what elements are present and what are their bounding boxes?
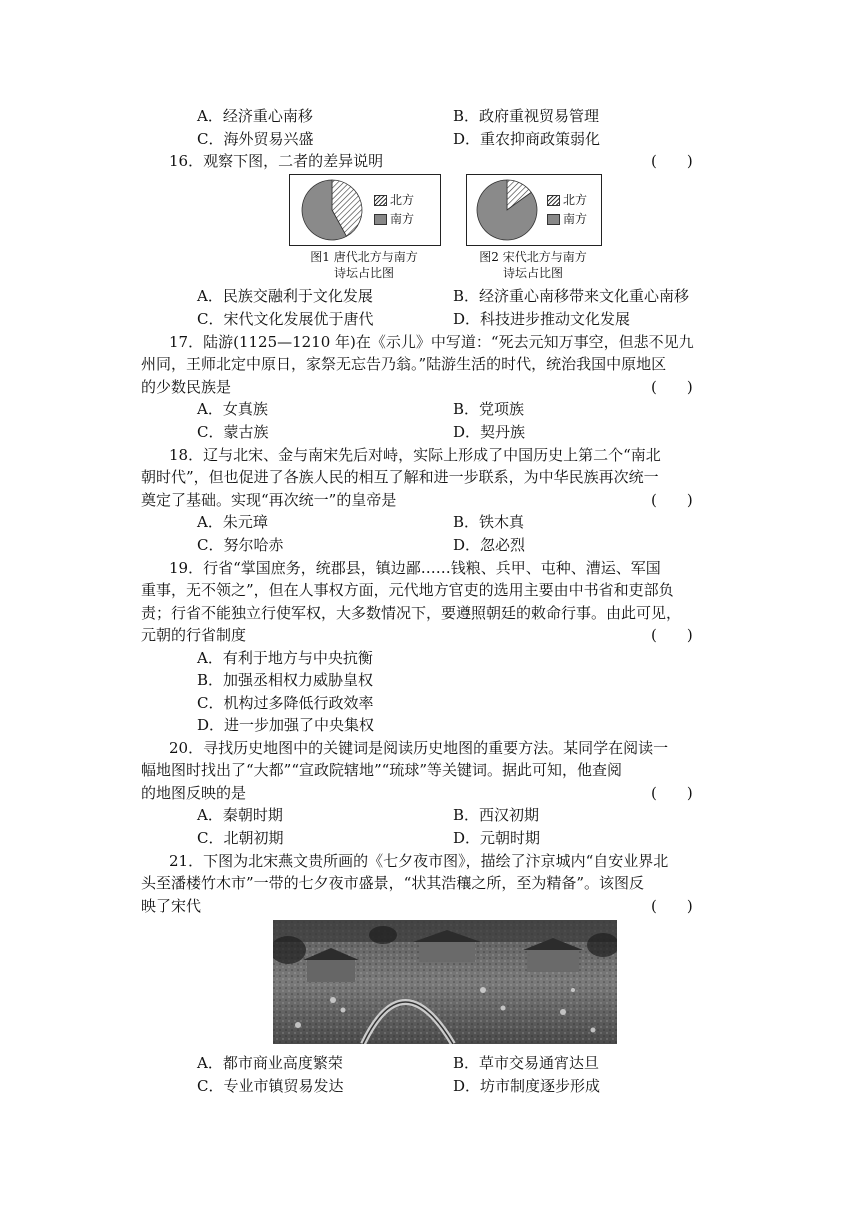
legend-label-south: 南方 xyxy=(390,212,415,226)
q19-stem-line2: 重事，无不领之”，但在人事权方面，元代地方官吏的选用主要由中书省和吏部负 xyxy=(141,581,674,599)
chart-1-caption-line1: 图1 唐代北方与南方 xyxy=(310,250,418,264)
q16-option-d[interactable]: D．科技进步推动文化发展 xyxy=(453,310,631,328)
chart-2-caption-line2: 诗坛占比图 xyxy=(502,266,563,280)
chart-2-legend-north xyxy=(547,193,587,207)
q21-answer-paren[interactable]: ( ) xyxy=(651,897,693,915)
chart-1-frame xyxy=(289,174,441,246)
q19-stem-line1: 19．行省“掌国庶务，统郡县，镇边鄙……钱粮、兵甲、屯种、漕运、军国 xyxy=(169,559,661,577)
chart-2-svg xyxy=(469,175,549,245)
q19-option-c[interactable]: C．机构过多降低行政效率 xyxy=(197,694,374,712)
q21-option-b[interactable]: B．草市交易通宵达旦 xyxy=(453,1054,600,1072)
q15-option-b[interactable]: B．政府重视贸易管理 xyxy=(453,107,600,125)
q15-option-c[interactable]: C．海外贸易兴盛 xyxy=(197,130,314,148)
q20-stem-line3: 的地图反映的是 xyxy=(141,784,247,802)
q17-stem-line1: 17．陆游(1125—1210 年)在《示儿》中写道：“死去元知万事空，但悲不见九 xyxy=(169,333,694,351)
q19-answer-paren[interactable]: ( ) xyxy=(651,626,693,644)
q18-answer-paren[interactable]: ( ) xyxy=(651,491,693,509)
q18-stem-line1: 18．辽与北宋、金与南宋先后对峙，实际上形成了中国历史上第二个“南北 xyxy=(169,446,661,464)
gray-swatch-icon xyxy=(374,214,387,225)
hatch-swatch-icon xyxy=(374,195,387,206)
q21-stem-line1: 21．下图为北宋燕文贵所画的《七夕夜市图》，描绘了汴京城内“自安业界北 xyxy=(169,852,669,870)
q19-stem-line4: 元朝的行省制度 xyxy=(141,626,247,644)
chart-1-caption-line2: 诗坛占比图 xyxy=(333,266,394,280)
chart-1-legend-north xyxy=(374,193,414,207)
q18-option-d[interactable]: D．忽必烈 xyxy=(453,536,526,554)
legend-label-north: 北方 xyxy=(563,193,588,207)
q17-stem-line2: 州同，王师北定中原日，家祭无忘告乃翁。”陆游生活的时代，统治我国中原地区 xyxy=(141,355,667,373)
chart-2-frame xyxy=(466,174,602,246)
q17-option-b[interactable]: B．党项族 xyxy=(453,400,525,418)
q21-stem-line2: 头至潘楼竹木市”一带的七夕夜市盛景，“状其浩穰之所，至为精备”。该图反 xyxy=(141,874,645,892)
chart-1-legend-south xyxy=(374,212,414,226)
q15-option-d[interactable]: D．重农抑商政策弱化 xyxy=(453,130,601,148)
q20-answer-paren[interactable]: ( ) xyxy=(651,784,693,802)
q19-option-d[interactable]: D．进一步加强了中央集权 xyxy=(197,716,375,734)
chart-2-caption-line1: 图2 宋代北方与南方 xyxy=(479,250,587,264)
q20-option-a[interactable]: A．秦朝时期 xyxy=(197,806,283,824)
hatch-swatch-icon xyxy=(547,195,560,206)
chart-1-svg xyxy=(294,175,374,245)
q20-stem-line2: 幅地图时找出了“大都”“宣政院辖地”“琉球”等关键词。据此可知，他查阅 xyxy=(141,761,623,779)
q21-option-d[interactable]: D．坊市制度逐步形成 xyxy=(453,1077,601,1095)
q18-option-b[interactable]: B．铁木真 xyxy=(453,513,525,531)
q18-stem-line3: 奠定了基础。实现“再次统一”的皇帝是 xyxy=(141,491,397,509)
q19-option-a[interactable]: A．有利于地方与中央抗衡 xyxy=(197,649,373,667)
q16-option-b[interactable]: B．经济重心南移带来文化重心南移 xyxy=(453,287,690,305)
q21-option-a[interactable]: A．都市商业高度繁荣 xyxy=(197,1054,343,1072)
q19-option-b[interactable]: B．加强丞相权力威胁皇权 xyxy=(197,671,374,689)
q17-option-c[interactable]: C．蒙古族 xyxy=(197,423,269,441)
q16-stem: 16．观察下图，二者的差异说明 xyxy=(169,152,384,170)
q16-option-a[interactable]: A．民族交融利于文化发展 xyxy=(197,287,373,305)
q17-option-d[interactable]: D．契丹族 xyxy=(453,423,526,441)
q21-stem-line3: 映了宋代 xyxy=(141,897,202,915)
q18-stem-line2: 朝时代”，但也促进了各族人民的相互了解和进一步联系，为中华民族再次统一 xyxy=(141,468,659,486)
q17-answer-paren[interactable]: ( ) xyxy=(651,378,693,396)
legend-label-north: 北方 xyxy=(390,193,415,207)
q19-stem-line3: 责；行省不能独立行使军权，大多数情况下，要遵照朝廷的敕命行事。由此可见， xyxy=(141,604,682,622)
q17-option-a[interactable]: A．女真族 xyxy=(197,400,268,418)
q18-option-c[interactable]: C．努尔哈赤 xyxy=(197,536,284,554)
q20-option-c[interactable]: C．北朝初期 xyxy=(197,829,284,847)
q16-answer-paren[interactable]: ( ) xyxy=(651,152,693,170)
chart-2-legend-south xyxy=(547,212,587,226)
q15-option-a[interactable]: A．经济重心南移 xyxy=(197,107,313,125)
q17-stem-line3: 的少数民族是 xyxy=(141,378,232,396)
gray-swatch-icon xyxy=(547,214,560,225)
night-market-painting xyxy=(273,920,617,1044)
q18-option-a[interactable]: A．朱元璋 xyxy=(197,513,268,531)
legend-label-south: 南方 xyxy=(563,212,588,226)
q20-stem-line1: 20．寻找历史地图中的关键词是阅读历史地图的重要方法。某同学在阅读一 xyxy=(169,739,669,757)
q20-option-d[interactable]: D．元朝时期 xyxy=(453,829,541,847)
q16-option-c[interactable]: C．宋代文化发展优于唐代 xyxy=(197,310,374,328)
q21-option-c[interactable]: C．专业市镇贸易发达 xyxy=(197,1077,344,1095)
q20-option-b[interactable]: B．西汉初期 xyxy=(453,806,540,824)
